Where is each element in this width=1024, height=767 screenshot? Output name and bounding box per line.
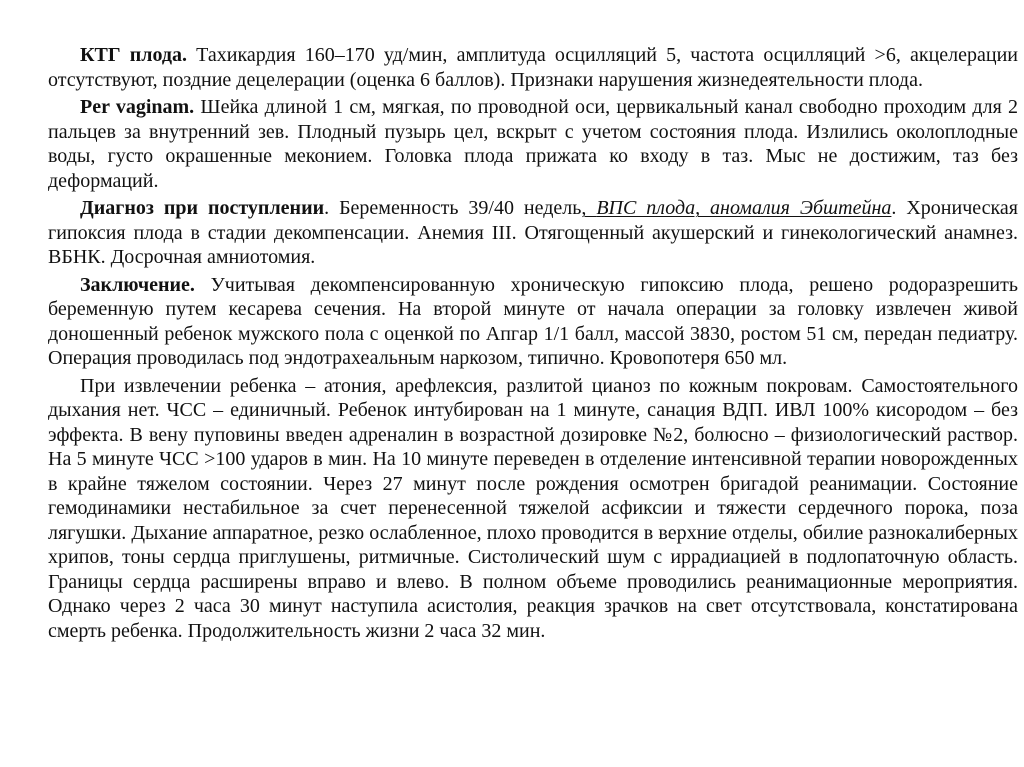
per-vaginam-text: Шейка длиной 1 см, мягкая, по проводной оси, цервикальный канал свободно проходим для 2 пальцев за внутренний зев. Плодный пузырь цел, вскрыт с учетом состояния плода. Излились околоплодные воды, густо окрашенные меконием. Головка плода прижата ко входу в таз. Мыс не достижим, таз без деформаций. — [48, 96, 1018, 192]
diagnosis-text-before: . Беременность 39/40 недель — [324, 197, 582, 219]
case-report-body — [48, 43, 1018, 646]
paragraph-ctg — [48, 43, 1018, 92]
diagnosis-highlight: ВПС плода, аномалия Эбштейна — [596, 197, 892, 219]
ctg-text: Тахикардия 160–170 уд/мин, амплитуда осцилляций 5, частота осцилляций >6, акцелерации отсутствуют, поздние децелерации (оценка 6 баллов). Признаки нарушения жизнедеятельности плода. — [48, 44, 1018, 91]
diagnosis-underlined-separator: , — [581, 197, 597, 219]
diagnosis-text-after: . Хроническая гипоксия плода в стадии декомпенсации. Анемия III. Отягощенный акушерский и гинекологический анамнез. ВБНК. Досрочная амниотомия. — [48, 197, 1018, 268]
conclusion-text: Учитывая декомпенсированную хроническую гипоксию плода, решено родоразрешить беременную путем кесарева сечения. На второй минуте от начала операции за головку извлечен живой доношенный ребенок мужского пола с оценкой по Апгар 1/1 балл, массой 3830, ростом 51 см, передан педиатру. Операция проводилась под эндотрахеальным наркозом, типично. Кровопотеря 650 мл. — [48, 273, 1018, 369]
diagnosis-lead: Диагноз при поступлении — [80, 197, 325, 219]
paragraph-conclusion — [48, 273, 1018, 371]
ctg-lead: КТГ плода. — [80, 44, 188, 66]
paragraph-per-vaginam — [48, 95, 1018, 193]
per-vaginam-lead: Per vaginam. — [80, 96, 195, 118]
paragraph-neonatal-course — [48, 374, 1018, 644]
conclusion-lead: Заключение. — [80, 273, 195, 296]
paragraph-admission-diagnosis — [48, 196, 1018, 270]
neonatal-course-text: При извлечении ребенка – атония, арефлексия, разлитой цианоз по кожным покровам. Самостоятельного дыхания нет. ЧСС – единичный. Ребенок интубирован на 1 минуте, санация ВДП. ИВЛ 100% кисородом – без эффекта. В вену пуповины введен адреналин в возрастной дозировке №2, болюсно – физиологический раствор. На 5 минуте ЧСС >100 ударов в мин. На 10 минуте переведен в отделение интенсивной терапии новорожденных в крайне тяжелом состоянии. Через 27 минут после рождения осмотрен бригадой реанимации. Состояние гемодинамики нестабильное за счет перенесенной тяжелой асфиксии и тяжести сердечного порока, поза лягушки. Дыхание аппаратное, резко ослабленное, плохо проводится в верхние отделы, обилие разнокалиберных хрипов, тоны сердца приглушены, ритмичные. Систолический шум с иррадиацией в подлопаточную область. Границы сердца расширены вправо и влево. В полном объеме проводились реанимационные мероприятия. Однако через 2 часа 30 минут наступила асистолия, реакция зрачков на свет отсутствовала, констатирована смерть ребенка. Продолжительность жизни 2 часа 32 мин. — [48, 374, 1018, 642]
